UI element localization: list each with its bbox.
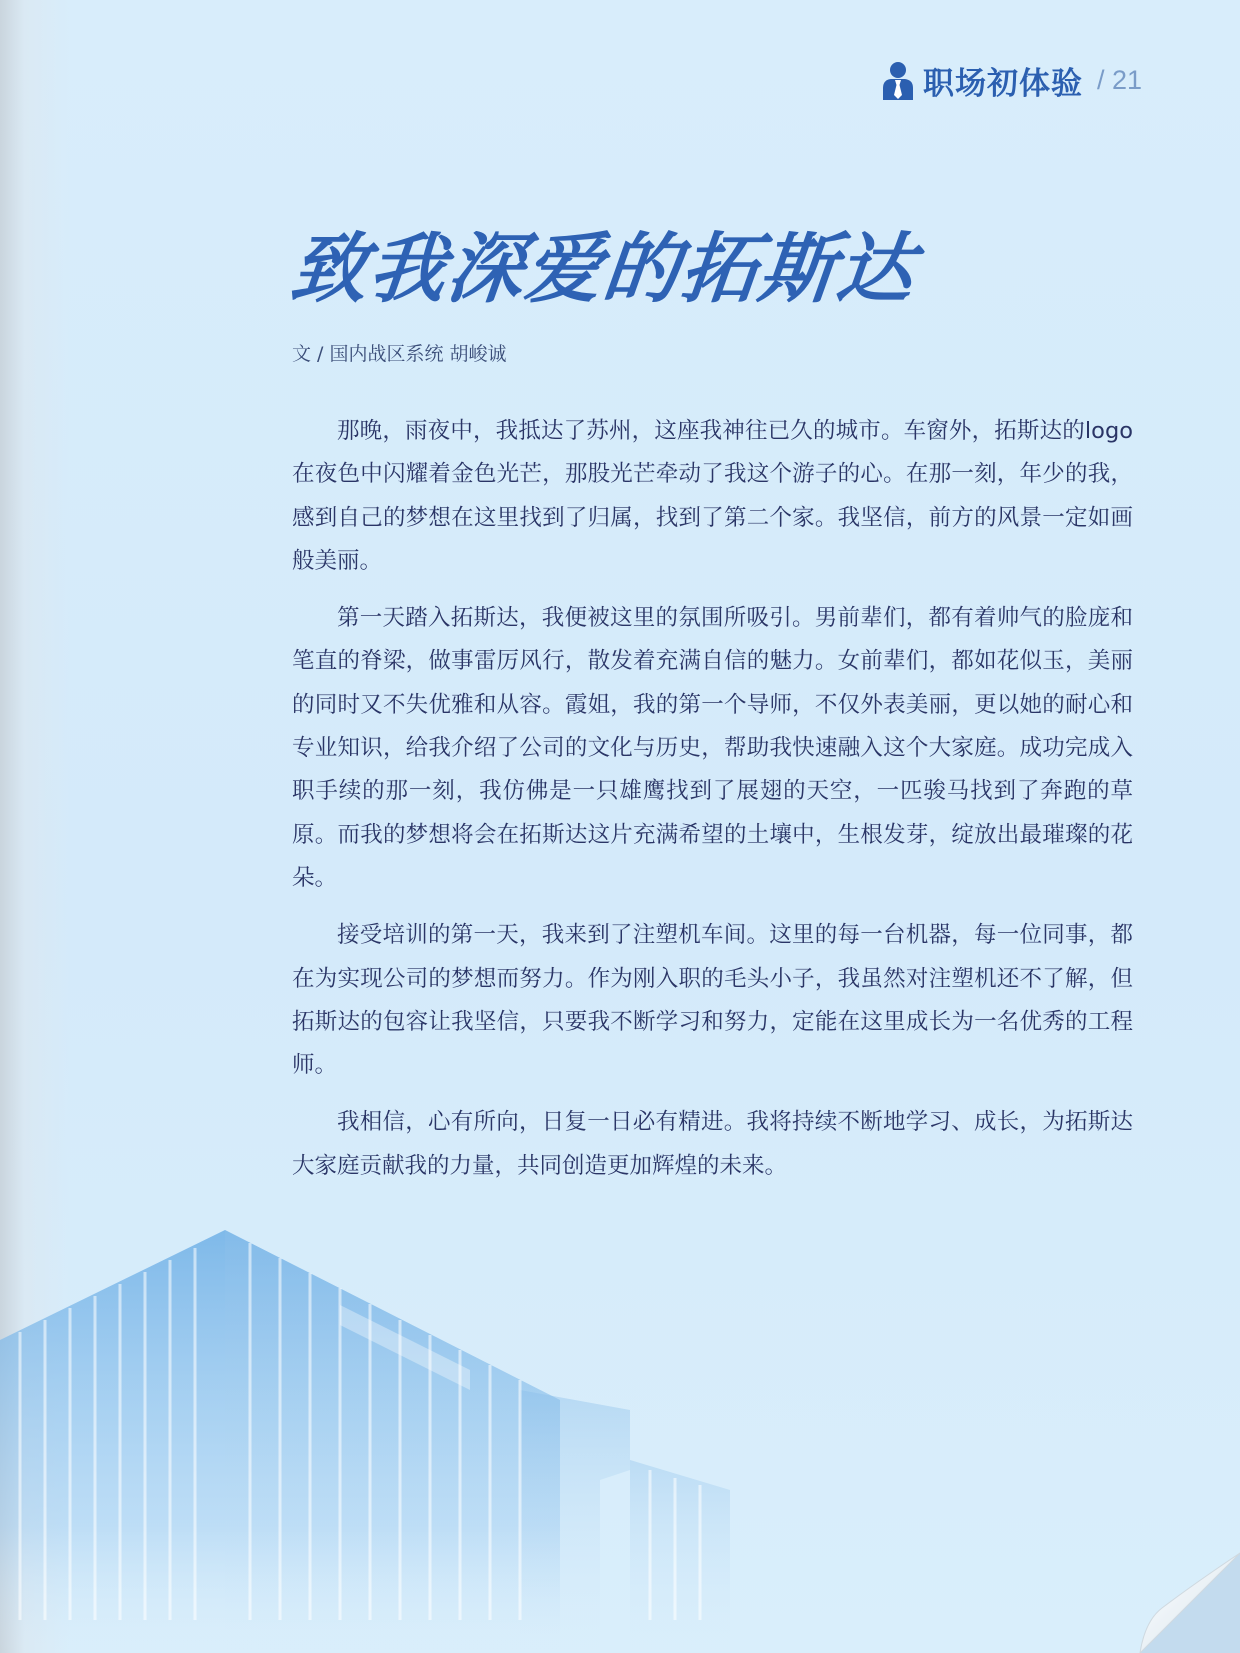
- page-number: / 21: [1096, 65, 1142, 95]
- article-paragraph: 我相信，心有所向，日复一日必有精进。我将持续不断地学习、成长，为拓斯达大家庭贡献我的力量，共同创造更加辉煌的未来。: [292, 1109, 1133, 1179]
- page-curl: [1100, 1513, 1240, 1653]
- article-paragraph: 第一天踏入拓斯达，我便被这里的氛围所吸引。男前辈们，都有着帅气的脸庞和笔直的脊梁，做事雷厉风行，散发着充满自信的魅力。女前辈们，都如花似玉，美丽的同时又不失优雅和从容。霞姐，我的第一个导师，不仅外表美丽，更以她的耐心和专业知识，给我介绍了公司的文化与历史，帮助我快速融入这个大家庭。成功完成入职手续的那一刻，我仿佛是一只雄鹰找到了展翅的天空，一匹骏马找到了奔跑的草原。而我的梦想将会在拓斯达这片充满希望的土壤中，生根发芽，绽放出最璀璨的花朵。: [292, 605, 1133, 891]
- building-illustration: [0, 1210, 760, 1653]
- section-name: 职场初体验: [922, 66, 1083, 102]
- page-header: [881, 58, 1142, 103]
- person-icon: [881, 61, 915, 101]
- article-byline: 文 / 国内战区系统 胡峻诚: [292, 343, 507, 365]
- article-title: 致我深爱的拓斯达: [286, 224, 921, 313]
- article-paragraph: 那晚，雨夜中，我抵达了苏州，这座我神往已久的城市。车窗外，拓斯达的logo在夜色中闪耀着金色光芒，那股光芒牵动了我这个游子的心。在那一刻，年少的我，感到自己的梦想在这里找到了归属，找到了第二个家。我坚信，前方的风景一定如画般美丽。: [292, 418, 1133, 574]
- article-body: [292, 410, 1133, 1202]
- article-paragraph: 接受培训的第一天，我来到了注塑机车间。这里的每一台机器，每一位同事，都在为实现公司的梦想而努力。作为刚入职的毛头小子，我虽然对注塑机还不了解，但拓斯达的包容让我坚信，只要我不断学习和努力，定能在这里成长为一名优秀的工程师。: [292, 922, 1133, 1079]
